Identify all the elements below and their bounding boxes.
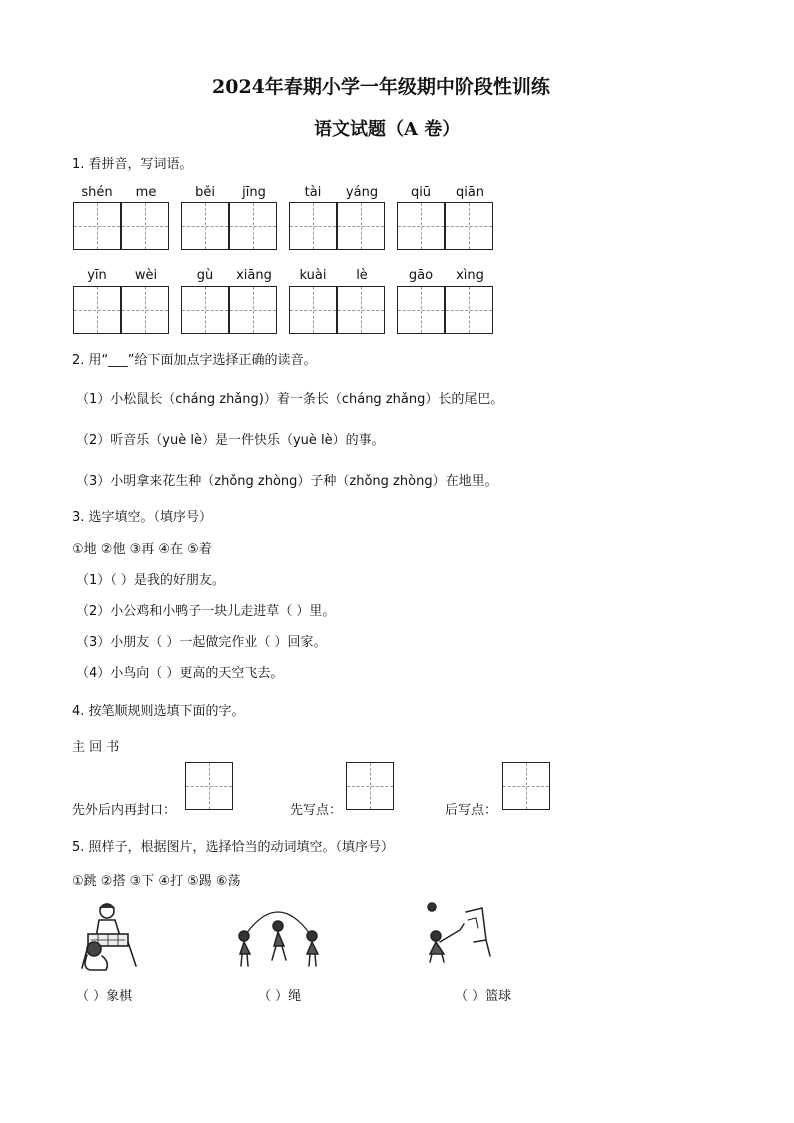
- pinyin-label: jīng: [242, 185, 266, 200]
- q1-prompt: 1. 看拼音，写词语。: [72, 157, 193, 172]
- q4-label-dot-last: 后写点：: [445, 803, 498, 818]
- writing-box[interactable]: [397, 286, 445, 334]
- pinyin-label: wèi: [134, 268, 158, 283]
- writing-box[interactable]: [229, 286, 277, 334]
- basketball-illustration: [416, 898, 496, 964]
- q5-blank-rope: （ ）绳: [258, 989, 302, 1004]
- writing-box[interactable]: [73, 202, 121, 250]
- q2-line: （2）听音乐（yuè lè）是一件快乐（yuè lè）的事。: [76, 433, 385, 448]
- pinyin-label: tài: [304, 185, 322, 200]
- q5-options: ①跳 ②搭 ③下 ④打 ⑤踢 ⑥荡: [72, 874, 241, 889]
- q3-line: （4）小鸟向（ ）更高的天空飞去。: [76, 666, 284, 681]
- answer-box[interactable]: [185, 762, 233, 810]
- pinyin-label: yáng: [345, 185, 379, 200]
- q2-line: （3）小明拿来花生种（zhǒng zhòng）子种（zhǒng zhòng）在地里。: [76, 474, 498, 489]
- q4-prompt: 4. 按笔顺规则选填下面的字。: [72, 704, 245, 719]
- writing-box[interactable]: [337, 202, 385, 250]
- writing-box[interactable]: [337, 286, 385, 334]
- writing-box[interactable]: [229, 202, 277, 250]
- writing-box[interactable]: [445, 202, 493, 250]
- page-subtitle: 语文试题（A 卷）: [314, 119, 461, 140]
- answer-box[interactable]: [502, 762, 550, 810]
- q4-label-outer-inner: 先外后内再封口：: [72, 803, 177, 818]
- q5-prompt: 5. 照样子，根据图片，选择恰当的动词填空。（填序号）: [72, 840, 395, 855]
- q3-options: ①地 ②他 ③再 ④在 ⑤着: [72, 542, 212, 557]
- q3-line: （1）（ ）是我的好朋友。: [76, 573, 225, 588]
- pinyin-label: xìng: [456, 268, 484, 283]
- q3-prompt: 3. 选字填空。（填序号）: [72, 510, 213, 525]
- pinyin-label: shén: [81, 185, 113, 200]
- pinyin-label: me: [135, 185, 157, 200]
- pinyin-label: lè: [356, 268, 368, 283]
- q5-blank-basketball: （ ）篮球: [455, 989, 512, 1004]
- pinyin-label: gù: [196, 268, 214, 283]
- q2-prompt: 2. 用“___”给下面加点字选择正确的读音。: [72, 353, 317, 368]
- writing-box[interactable]: [121, 202, 169, 250]
- writing-box[interactable]: [181, 286, 229, 334]
- pinyin-label: qiān: [455, 185, 485, 200]
- pinyin-label: gāo: [408, 268, 434, 283]
- q4-label-dot-first: 先写点：: [290, 803, 343, 818]
- pinyin-label: qiū: [410, 185, 432, 200]
- writing-box[interactable]: [397, 202, 445, 250]
- q3-line: （2）小公鸡和小鸭子一块儿走进草（ ）里。: [76, 604, 336, 619]
- page-title: 2024年春期小学一年级期中阶段性训练: [212, 76, 550, 98]
- answer-box[interactable]: [346, 762, 394, 810]
- pinyin-label: yīn: [87, 268, 107, 283]
- writing-box[interactable]: [445, 286, 493, 334]
- writing-box[interactable]: [121, 286, 169, 334]
- q2-line: （1）小松鼠长（cháng zhǎng)）着一条长（cháng zhǎng）长的尾巴。: [76, 392, 504, 407]
- writing-box[interactable]: [181, 202, 229, 250]
- pinyin-label: kuài: [299, 268, 327, 283]
- chess-players-illustration: [76, 898, 144, 974]
- q3-line: （3）小朋友（ ）一起做完作业（ ）回家。: [76, 635, 327, 650]
- writing-box[interactable]: [289, 286, 337, 334]
- q4-chars: 主 回 书: [72, 740, 120, 755]
- writing-box[interactable]: [73, 286, 121, 334]
- pinyin-label: xiāng: [236, 268, 272, 283]
- pinyin-label: běi: [195, 185, 215, 200]
- q5-blank-chess: （ ）象棋: [76, 989, 133, 1004]
- jump-rope-illustration: [232, 898, 326, 970]
- writing-box[interactable]: [289, 202, 337, 250]
